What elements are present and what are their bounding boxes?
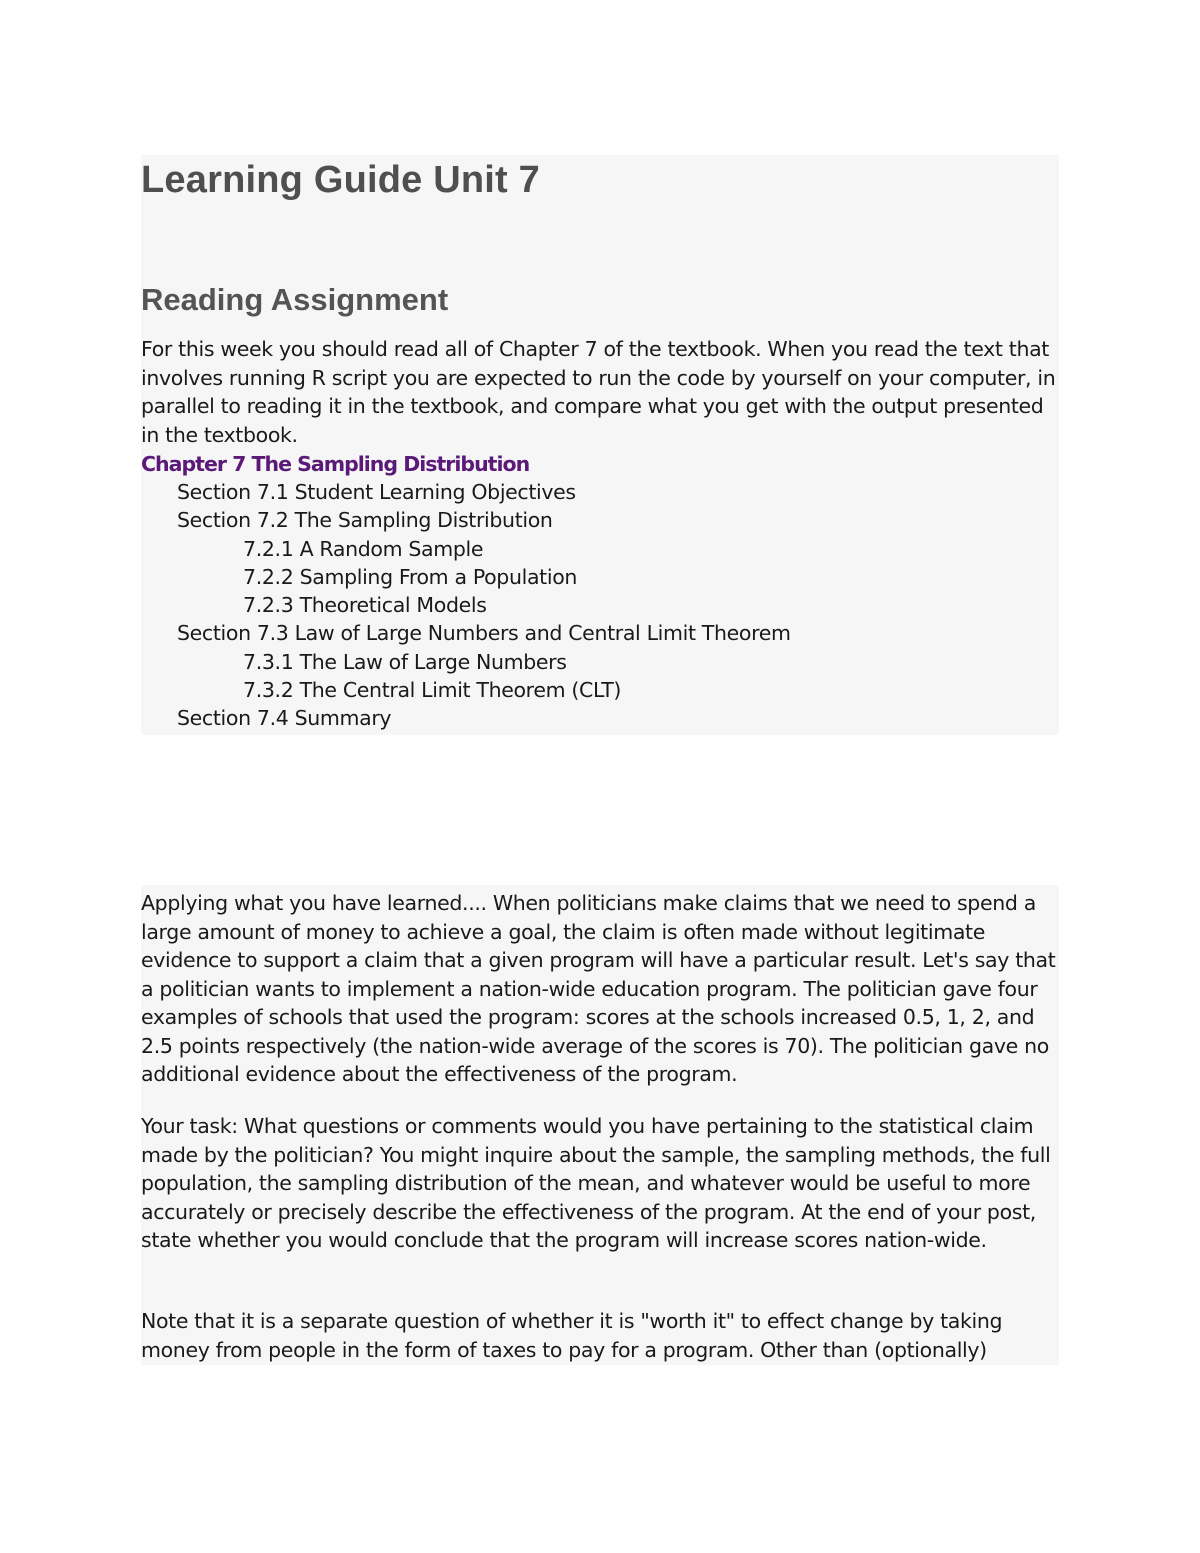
reading-assignment-heading: Reading Assignment (141, 282, 449, 317)
reading-intro-paragraph: For this week you should read all of Chapter 7 of the textbook. When you read the text that involves running R script you are expected to run the code by yourself on your computer, in parallel to reading it in the textbook, and compare what you get with the output presented in the textbook. (141, 337, 1056, 447)
discussion-block (141, 885, 1059, 1365)
toc-subsection-7-3-1: 7.3.1 The Law of Large Numbers (243, 649, 567, 674)
toc-section-7-1: Section 7.1 Student Learning Objectives (177, 480, 576, 504)
toc-subsection-7-2-2: 7.2.2 Sampling From a Population (243, 564, 578, 589)
toc-section-7-4: Section 7.4 Summary (177, 706, 392, 731)
applying-paragraph: Applying what you have learned.... When politicians make claims that we need to spend a large amount of money to achieve a goal, the claim is often made without legitimate evidence to support a claim that a given program will have a particular result. Let's say that a politician wants to implement a nation-wide education program. The politician gave four examples of schools that used the program: scores at the schools increased 0.5, 1, 2, and 2.5 points respectively (the nation-wide average of the scores is 70). The politician gave no additional evidence about the effectiveness of the program. (141, 891, 1056, 1086)
chapter-7-link[interactable]: Chapter 7 The Sampling Distribution (141, 452, 530, 476)
chapter-table-of-contents (141, 478, 791, 733)
note-paragraph: Note that it is a separate question of whether it is "worth it" to effect change by taking money from people in the form of taxes to pay for a program. Other than (optionally) (141, 1309, 1003, 1362)
toc-subsection-7-2-1: 7.2.1 A Random Sample (243, 536, 484, 561)
reading-assignment-block (141, 155, 1059, 735)
toc-subsection-7-3-2: 7.3.2 The Central Limit Theorem (CLT) (243, 678, 622, 703)
toc-subsection-7-2-3: 7.2.3 Theoretical Models (243, 593, 487, 618)
toc-section-7-2: Section 7.2 The Sampling Distribution (177, 508, 553, 533)
page-title: Learning Guide Unit 7 (141, 159, 541, 201)
toc-section-7-3: Section 7.3 Law of Large Numbers and Central Limit Theorem (177, 621, 791, 646)
task-paragraph: Your task: What questions or comments would you have pertaining to the statistical claim made by the politician? You might inquire about the sample, the sampling methods, the full population, the sampling distribution of the mean, and whatever would be useful to more accurately or precisely describe the effectiveness of the program. At the end of your post, state whether you would conclude that the program will increase scores nation-wide. (141, 1114, 1051, 1252)
